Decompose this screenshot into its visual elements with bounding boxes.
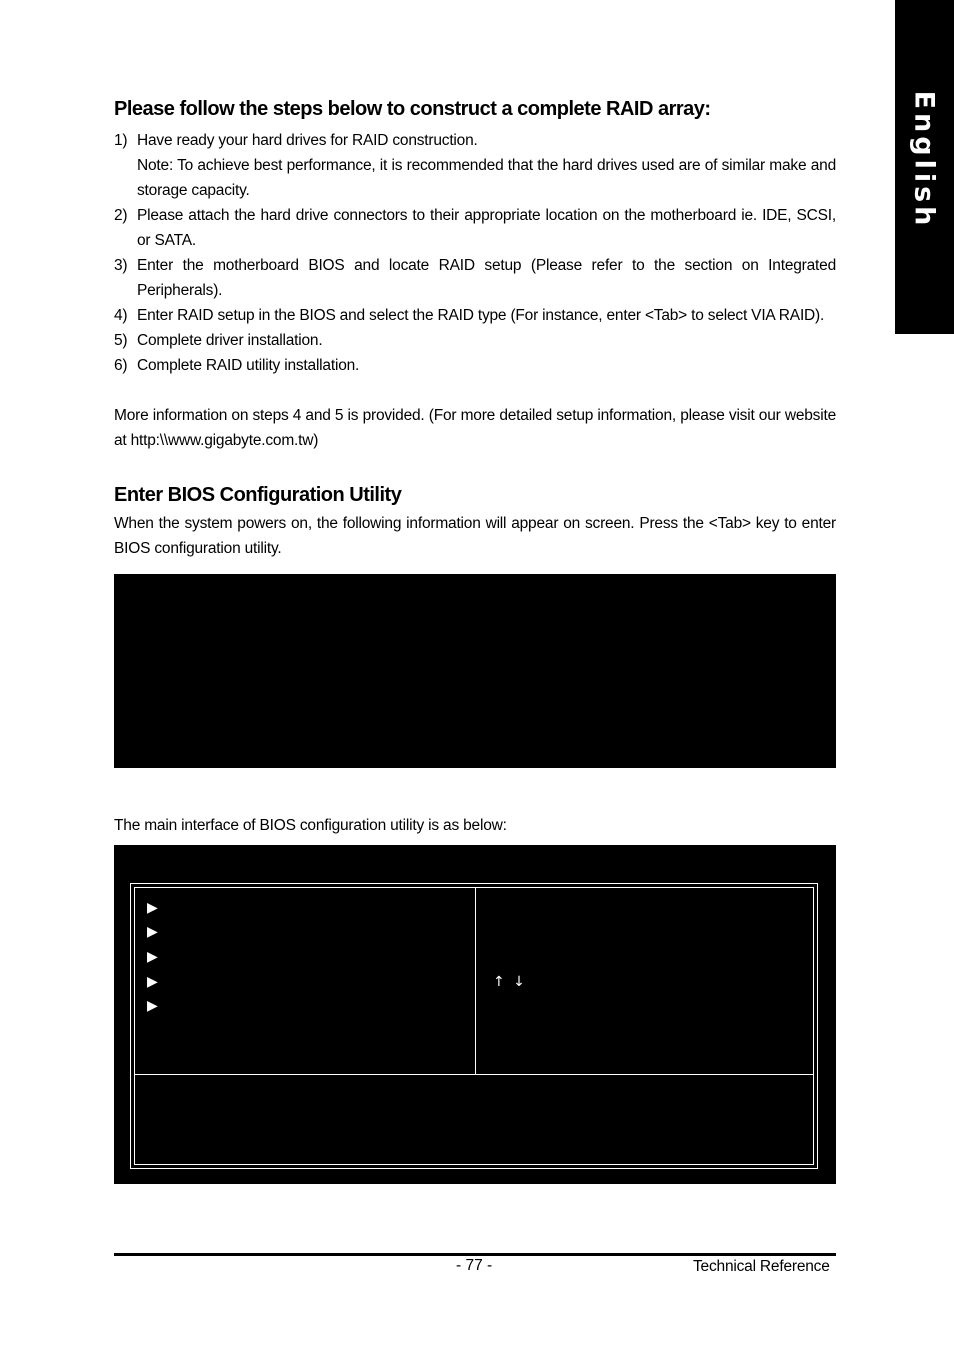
step-note: Note: To achieve best performance, it is recommended that the hard drives used are of similar make and storage capacity. [137, 157, 836, 199]
list-item: 5) Complete driver installation. [114, 332, 323, 349]
menu-pointer-icon: ▶ [147, 949, 158, 965]
raid-steps-heading: Please follow the steps below to construct a complete RAID array: [114, 98, 711, 120]
menu-pointer-icon: ▶ [147, 998, 158, 1014]
list-item: 3) Enter the motherboard BIOS and locate RAID setup (Please refer to the section on Integrated Peripherals). [114, 257, 836, 299]
list-item: 2) Please attach the hard drive connectors to their appropriate location on the motherboard ie. IDE, SCSI, or SATA. [114, 207, 836, 249]
bios-row-divider [135, 1074, 813, 1075]
bios-interface-caption: The main interface of BIOS configuration utility is as below: [114, 817, 507, 834]
page-number: - 77 - [456, 1257, 493, 1274]
step-text: Enter RAID setup in the BIOS and select the RAID type (For instance, enter <Tab> to select VIA RAID). [137, 307, 825, 324]
language-tab-label: English [908, 90, 940, 230]
step-text: Enter the motherboard BIOS and locate RAID setup (Please refer to the section on Integrated Peripherals). [137, 257, 836, 299]
list-item: 4) Enter RAID setup in the BIOS and select the RAID type (For instance, enter <Tab> to select VIA RAID). [114, 307, 825, 324]
bios-outer-frame [130, 883, 818, 1169]
bios-utility-heading: Enter BIOS Configuration Utility [114, 484, 402, 506]
up-down-arrows-icon: ↑ ↓ [493, 974, 527, 990]
boot-screen-image [114, 574, 836, 768]
bios-utility-screen [114, 845, 836, 1184]
bios-inner-frame [134, 887, 814, 1165]
list-item: 1) Have ready your hard drives for RAID construction. Note: To achieve best performance, it is recommended that the hard drives used are of similar make and storage capacity. [114, 128, 836, 203]
step-text: Complete driver installation. [137, 332, 323, 349]
footer-section-label: Technical Reference [693, 1258, 830, 1275]
bios-intro-paragraph: When the system powers on, the following information will appear on screen. Press the <Tab> key to enter BIOS configuration utility. [114, 515, 836, 557]
more-info-paragraph: More information on steps 4 and 5 is provided. (For more detailed setup information, please visit our website at http:\\www.gigabyte.com.tw) [114, 407, 836, 449]
language-side-tab [895, 0, 954, 334]
bios-column-divider [475, 888, 476, 1074]
menu-pointer-icon: ▶ [147, 924, 158, 940]
raid-steps-list [114, 128, 836, 378]
list-item: 6) Complete RAID utility installation. [114, 357, 360, 374]
step-text: Have ready your hard drives for RAID construction. [137, 132, 478, 149]
step-text: Please attach the hard drive connectors to their appropriate location on the motherboard ie. IDE, SCSI, or SATA. [137, 207, 836, 249]
menu-pointer-icon: ▶ [147, 900, 158, 916]
menu-pointer-icon: ▶ [147, 974, 158, 990]
footer-divider [114, 1253, 836, 1256]
step-text: Complete RAID utility installation. [137, 357, 360, 374]
